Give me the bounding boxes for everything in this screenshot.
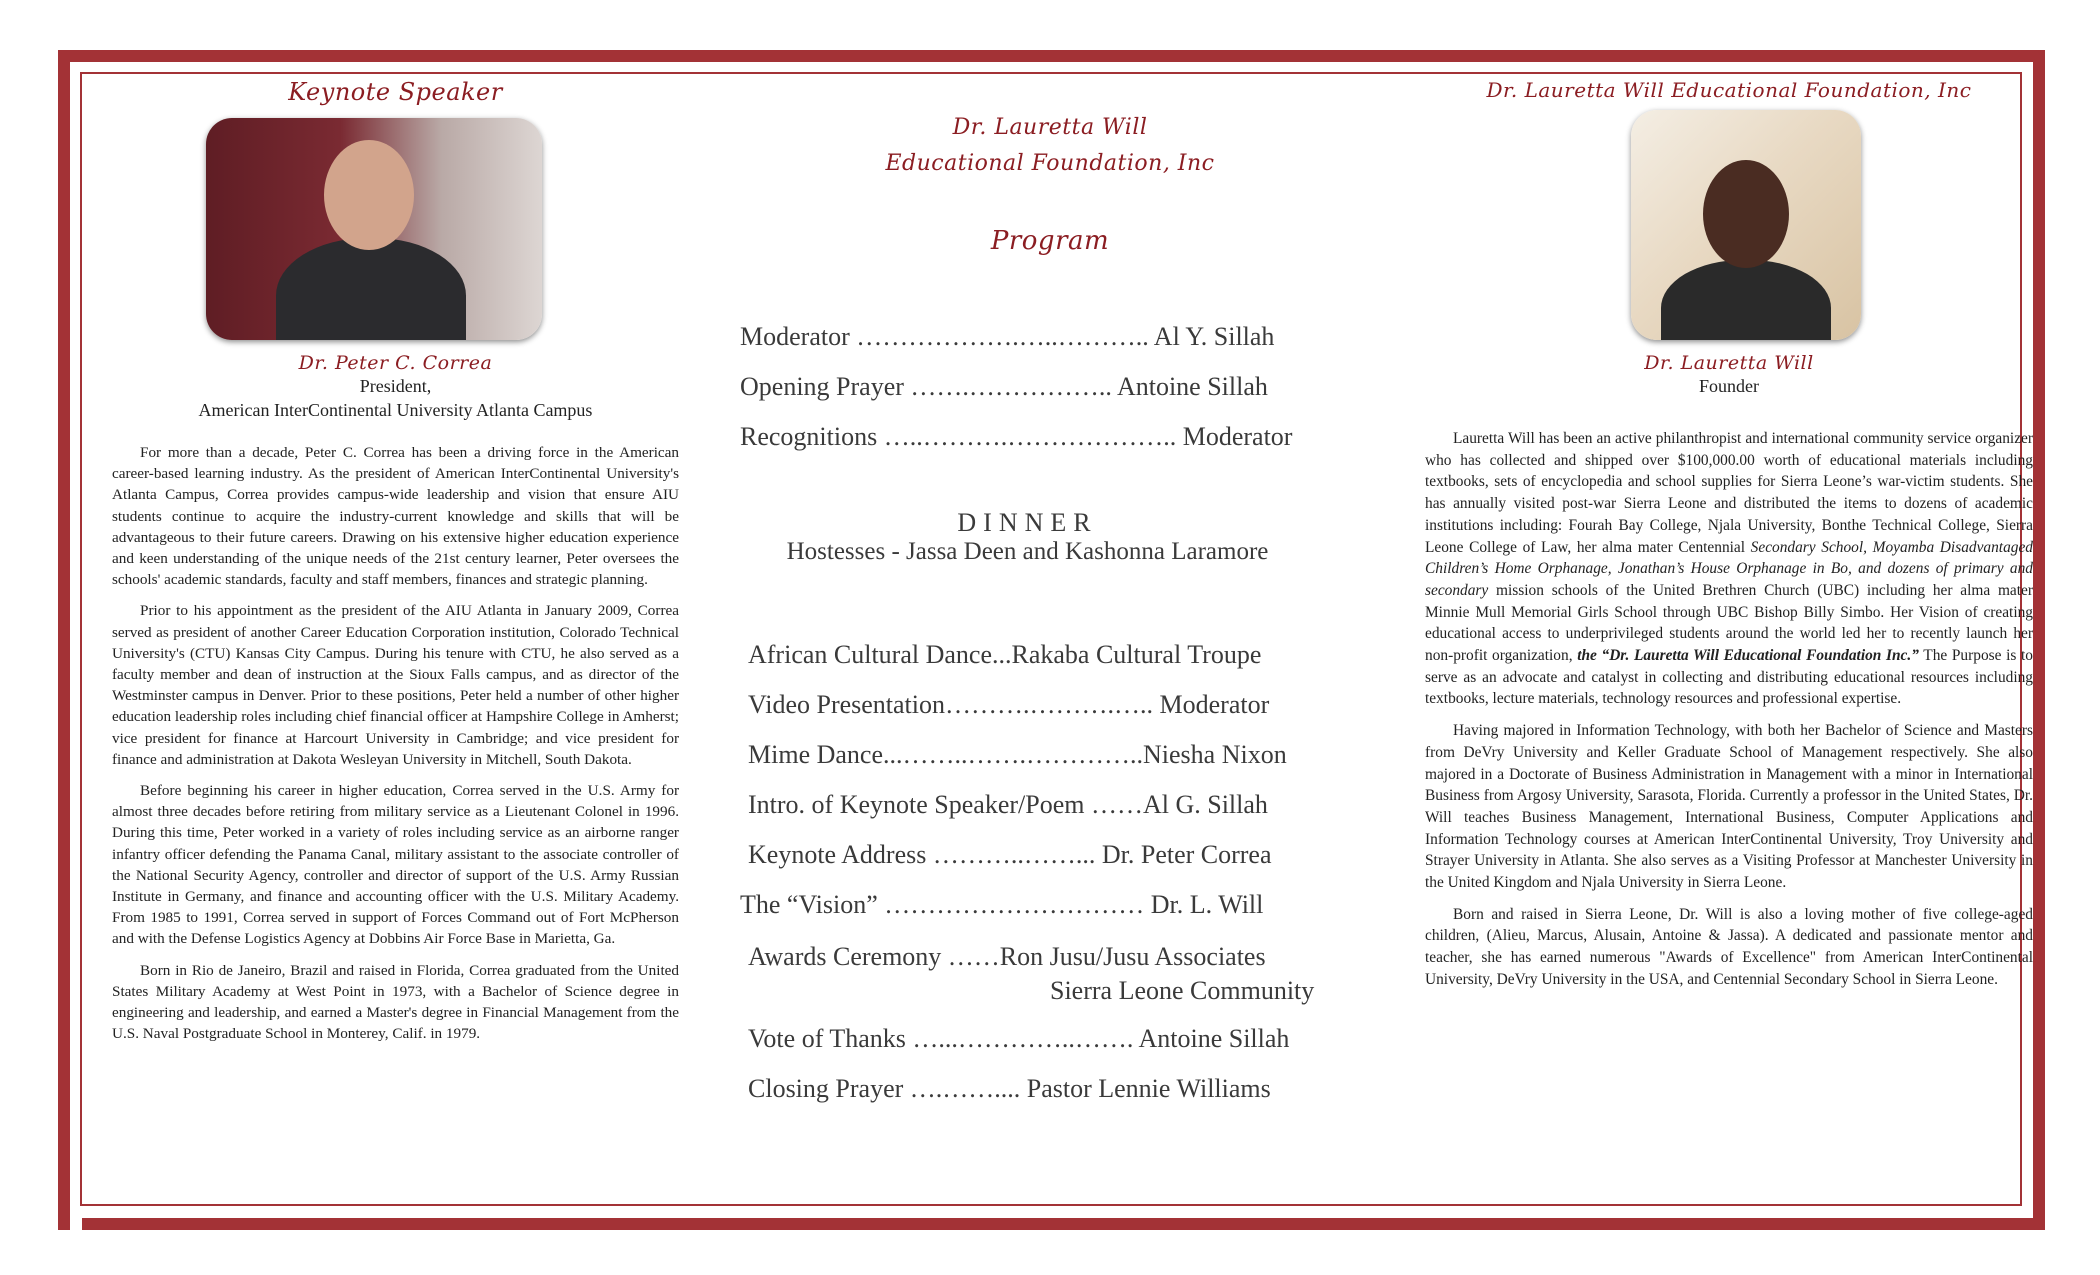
program-item-continuation: Sierra Leone Community <box>1050 976 1315 1005</box>
foundation-name-line1: Dr. Lauretta Will <box>952 115 1148 140</box>
founder-caption <box>1425 352 2033 398</box>
bio-text-emphasis: the “Dr. Lauretta Will Educational Foundation Inc.” <box>1577 647 1919 665</box>
founder-bio-paragraph: Having majored in Information Technology, with both her Bachelor of Science and Masters from DeVry University and Keller Graduate School of Management respectively. She also majored in a Doctorate of Business Administration in Management with a minor in International Business from Argosy University, Sarasota, Florida. Currently a professor in the United States, Dr. Will teaches Business Management, International Business, Computer Applications and Information Technology courses at American InterContinental University, Troy University and Strayer University in Atlanta. She also serves as a Visiting Professor at Manchester University in the United Kingdom and Njala University in Sierra Leone. <box>1425 722 2033 892</box>
program-panel <box>740 110 1360 1103</box>
program-item: Moderator ……………….…..……….. Al Y. Sillah <box>740 322 1275 351</box>
bio-text: The Purpose is to serve as an advocate and catalyst in collecting and distributing educational resources including textbooks, lecture materials, technology resources and professional expertise. <box>1425 647 2033 708</box>
speaker-caption <box>112 352 679 422</box>
speaker-name: Dr. Peter C. Correa <box>298 352 493 374</box>
speaker-bio-paragraph: Born in Rio de Janeiro, Brazil and raised in Florida, Correa graduated from the United States Military Academy at West Point in 1973, with a Bachelor of Science degree in engineering and leadership, and earned a Master's degree in Financial Management from the U.S. Naval Postgraduate School in Monterey, Calif. in 1979. <box>112 961 679 1043</box>
program-item: Vote of Thanks …...…………..……. Antoine Sillah <box>748 1024 1290 1053</box>
program-heading: Program <box>990 226 1110 256</box>
speaker-silhouette-head <box>324 140 414 250</box>
program-item: Recognitions …..……….……………….. Moderator <box>740 422 1293 451</box>
program-item: Awards Ceremony ……Ron Jusu/Jusu Associates <box>748 942 1266 971</box>
bio-text: mission schools of the United Brethren Church (UBC) including her alma mater Minnie Mull Memorial Girls School through UBC Bishop Billy Simbo. Her Vision of creating educational access to underprivileged students around the world led her to recently launch her non-profit organization, <box>1425 581 2033 665</box>
frame-top-bar <box>58 50 2045 62</box>
founder-name: Dr. Lauretta Will <box>1644 352 1814 374</box>
speaker-role: President, <box>359 376 432 396</box>
frame-left-bar <box>58 50 70 1230</box>
program-item: Mime Dance...……..…….…………..Niesha Nixon <box>748 740 1287 769</box>
speaker-silhouette-body <box>276 238 466 340</box>
speaker-bio <box>112 442 679 1044</box>
foundation-name-line2: Educational Foundation, Inc <box>885 151 1215 176</box>
speaker-bio-paragraph: For more than a decade, Peter C. Correa has been a driving force in the American career-based learning industry. As the president of American InterContinental University's Atlanta Campus, Correa provides campus-wide leadership and vision that ensure AIU students continue to acquire the industry-current knowledge and skills that will be advantageous to their future careers. Drawing on his extensive higher education experience and keen understanding of the unique needs of the 21st century learner, Peter oversees the schools' academic standards, faculty and staff members, finances and strategic planning. <box>112 444 679 589</box>
program-item: Intro. of Keynote Speaker/Poem ……Al G. Sillah <box>748 790 1268 819</box>
founder-silhouette-body <box>1661 260 1831 340</box>
dinner-section <box>740 508 1315 566</box>
bio-text-italic: Secondary School, Moyamba Disadvantaged Children’s Home Orphanage, Jonathan’s House Orphanage in Bo, and dozens of primary and secondary <box>1425 538 2033 599</box>
speaker-bio-paragraph: Prior to his appointment as the president of the AIU Atlanta in January 2009, Correa served as president of another Career Education Corporation institution, Colorado Technical University's (CTU) Kansas City Campus. During his tenure with CTU, he also served as a faculty member and dean of instruction at the Sioux Falls campus, and as director of the Westminster campus in Denver. Prior to these positions, Peter held a number of other higher education leadership roles including chief financial officer at Hampshire College in Amherst; vice president for finance at Harcourt University in Cambridge; and vice president for finance and administration at Dakota Wesleyan University in Mitchell, South Dakota. <box>112 602 679 768</box>
founder-role: Founder <box>1699 376 1759 396</box>
keynote-speaker-heading: Keynote Speaker <box>288 78 503 106</box>
program-item: Video Presentation……….……….….. Moderator <box>748 690 1270 719</box>
founder-silhouette-head <box>1703 160 1789 268</box>
keynote-speaker-panel <box>112 78 679 1054</box>
program-item: Closing Prayer ….…….... Pastor Lennie Williams <box>748 1074 1271 1103</box>
frame-bottom-bar <box>82 1218 2045 1230</box>
program-item: Keynote Address ………..……... Dr. Peter Correa <box>748 840 1272 869</box>
founder-photo <box>1631 110 1861 340</box>
foundation-heading: Dr. Lauretta Will Educational Foundation, Inc <box>1486 78 1972 102</box>
foundation-panel <box>1425 78 2033 1001</box>
dinner-heading: DINNER <box>957 508 1098 537</box>
founder-bio <box>1425 428 2033 991</box>
bio-text: Lauretta Will has been an active philanthropist and international community service organizer who has collected and shipped over $100,000.00 worth of educational materials including textbooks, sets of encyclopedia and school supplies for Sierra Leone’s war-victim students. She has annually visited post-war Sierra Leone and distributed the items to dozens of academic institutions including: Fourah Bay College, Njala University, Bonthe Technical College, Sierra Leone College of Law, her alma mater Centennial <box>1425 430 2033 556</box>
founder-bio-paragraph <box>1425 428 2033 710</box>
frame-right-bar <box>2033 50 2045 1230</box>
program-item: African Cultural Dance...Rakaba Cultural Troupe <box>748 640 1262 669</box>
speaker-bio-paragraph: Before beginning his career in higher education, Correa served in the U.S. Army for almost three decades before retiring from military service as a Lieutenant Colonel in 1996. During this time, Peter worked in a variety of roles including service as an airborne ranger infantry officer defending the Panama Canal, military assistant to the associate controller of the National Security Agency, controller and director of support of the U.S. Army Russian Institute in Germany, and finance and accounting officer with the U.S. Military Academy. From 1985 to 1991, Correa served in support of Forces Command out of Fort McPherson and with the Defense Logistics Agency at Dobbins Air Force Base in Marietta, Ga. <box>112 782 679 948</box>
program-item: Opening Prayer …….…………….. Antoine Sillah <box>740 372 1268 401</box>
founder-bio-paragraph: Born and raised in Sierra Leone, Dr. Will is also a loving mother of five college-aged children, (Alieu, Marcus, Alusain, Antoine & Jassa). A dedicated and passionate mentor and teacher, she has earned numerous "Awards of Excellence" from American InterContinental University, DeVry University in the USA, and Centennial Secondary School in Sierra Leone. <box>1425 905 2033 988</box>
speaker-organization: American InterContinental University Atlanta Campus <box>198 400 593 420</box>
program-item: The “Vision” ………………………… Dr. L. Will <box>740 890 1264 919</box>
speaker-photo <box>206 118 542 340</box>
dinner-hostesses: Hostesses - Jassa Deen and Kashonna Laramore <box>786 538 1269 565</box>
